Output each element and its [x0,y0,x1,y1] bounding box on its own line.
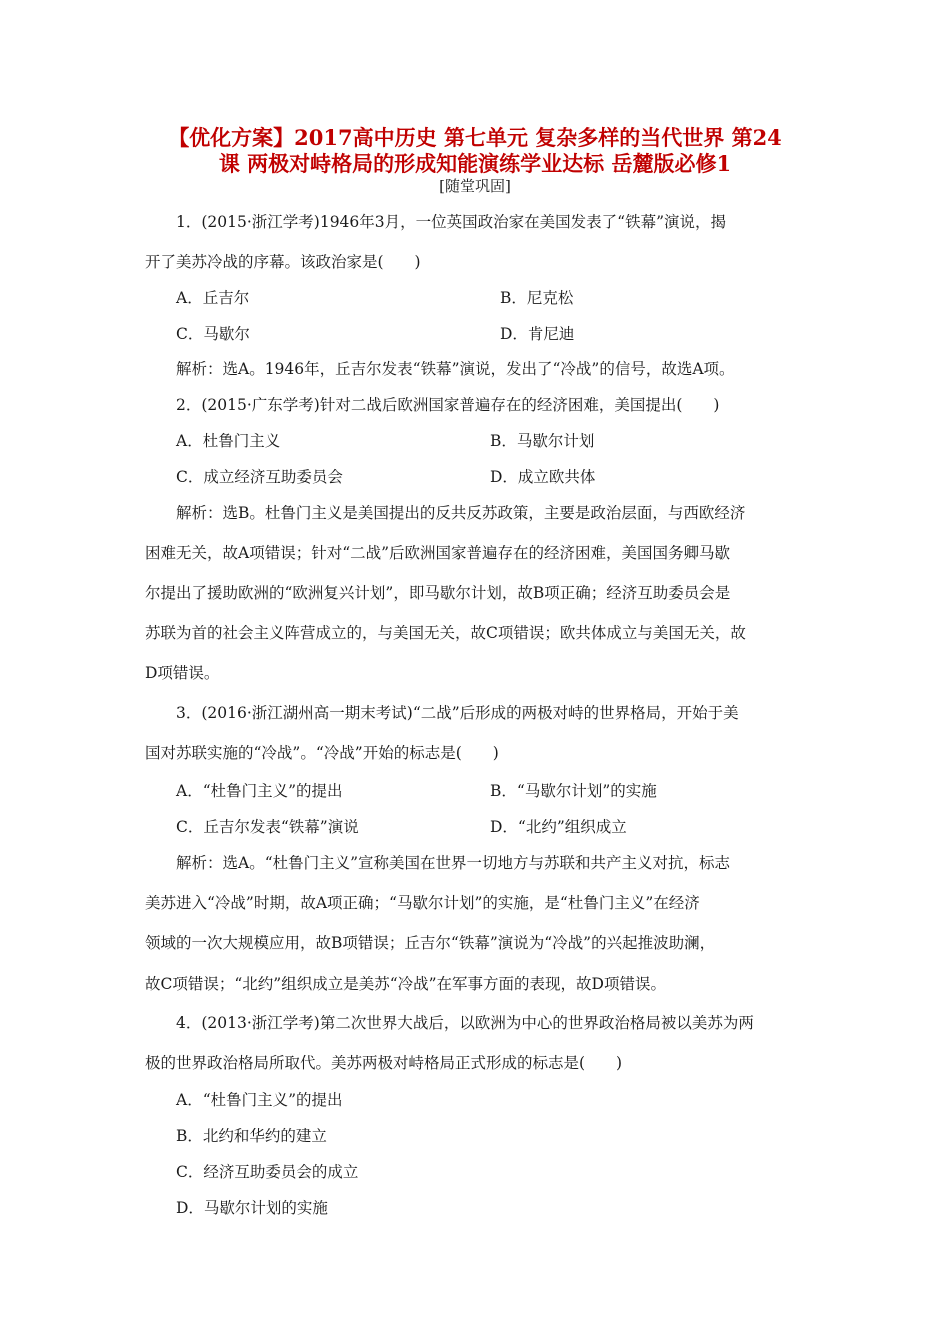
question-2-option-a: A．杜鲁门主义 [176,432,281,450]
question-3-analysis-line-2: 美苏进入“冷战”时期，故A项正确；“马歇尔计划”的实施，是“杜鲁门主义”在经济 [145,894,700,912]
question-4-option-c: C．经济互助委员会的成立 [176,1163,359,1181]
question-4-stem-line-2: 极的世界政治格局所取代。美苏两极对峙格局正式形成的标志是( ) [145,1054,623,1072]
question-2-option-b: B．马歇尔计划 [490,432,595,450]
question-4-option-b: B．北约和华约的建立 [176,1127,327,1145]
question-3-option-c: C．丘吉尔发表“铁幕”演说 [176,818,359,836]
question-1-stem-line-1: 1．(2015·浙江学考)1946年3月，一位英国政治家在美国发表了“铁幕”演说，揭 [176,213,726,231]
question-3-option-d: D．“北约”组织成立 [490,818,627,836]
document-title-line-2: 课 两极对峙格局的形成知能演练学业达标 岳麓版必修1 [218,151,732,176]
question-1-option-a: A．丘吉尔 [176,289,250,307]
question-1-option-b: B．尼克松 [500,289,574,307]
question-3-option-a: A．“杜鲁门主义”的提出 [176,782,343,800]
question-3-analysis-line-3: 领域的一次大规模应用，故B项错误；丘吉尔“铁幕”演说为“冷战”的兴起推波助澜， [145,934,716,952]
question-1-option-c: C．马歇尔 [176,325,250,343]
question-2-stem-line-1: 2．(2015·广东学考)针对二战后欧洲国家普遍存在的经济困难，美国提出( ) [176,396,720,414]
question-3-stem-line-2: 国对苏联实施的“冷战”。“冷战”开始的标志是( ) [145,744,499,762]
question-3-analysis-line-1: 解析：选A。“杜鲁门主义”宣称美国在世界一切地方与苏联和共产主义对抗，标志 [176,854,731,872]
question-2-analysis-line-2: 困难无关，故A项错误；针对“二战”后欧洲国家普遍存在的经济困难，美国国务卿马歇 [145,544,731,562]
question-1-stem-line-2: 开了美苏冷战的序幕。该政治家是( ) [145,253,421,271]
question-3-stem-line-1: 3．(2016·浙江湖州高一期末考试)“二战”后形成的两极对峙的世界格局，开始于美 [176,704,739,722]
question-3-option-b: B．“马歇尔计划”的实施 [490,782,657,800]
question-2-analysis-line-3: 尔提出了援助欧洲的“欧洲复兴计划”，即马歇尔计划，故B项正确；经济互助委员会是 [145,584,731,602]
question-2-option-d: D．成立欧共体 [490,468,596,486]
question-1-analysis-line-1: 解析：选A。1946年，丘吉尔发表“铁幕”演说，发出了“冷战”的信号，故选A项。 [176,360,735,378]
question-4-stem-line-1: 4．(2013·浙江学考)第二次世界大战后，以欧洲为中心的世界政治格局被以美苏为两 [176,1014,754,1032]
section-label: [随堂巩固] [439,177,511,195]
question-2-analysis-line-1: 解析：选B。杜鲁门主义是美国提出的反共反苏政策，主要是政治层面，与西欧经济 [176,504,746,522]
question-1-option-d: D．肯尼迪 [500,325,575,343]
document-title-line-1: 【优化方案】2017高中历史 第七单元 复杂多样的当代世界 第24 [168,125,782,150]
question-4-option-a: A．“杜鲁门主义”的提出 [176,1091,343,1109]
question-4-option-d: D．马歇尔计划的实施 [176,1199,328,1217]
question-2-analysis-line-4: 苏联为首的社会主义阵营成立的，与美国无关，故C项错误；欧共体成立与美国无关，故 [145,624,746,642]
question-2-analysis-line-5: D项错误。 [145,664,220,682]
question-3-analysis-line-4: 故C项错误；“北约”组织成立是美苏“冷战”在军事方面的表现，故D项错误。 [145,975,666,993]
question-2-option-c: C．成立经济互助委员会 [176,468,343,486]
